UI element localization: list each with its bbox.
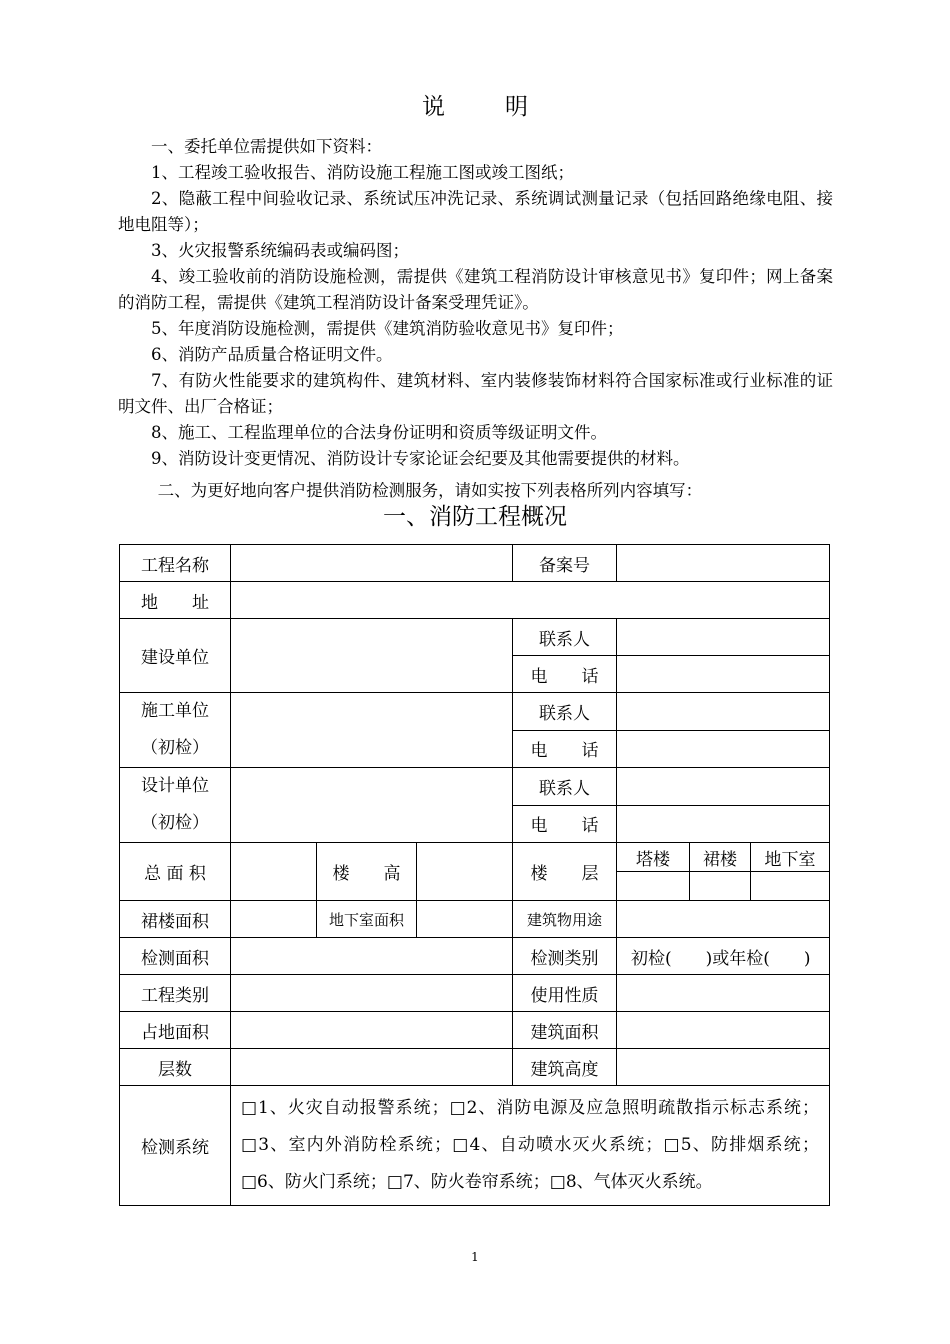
input-project-name[interactable] — [231, 545, 513, 582]
label-basement-area: 地下室面积 — [317, 901, 417, 938]
label-design-unit — [120, 768, 231, 843]
page-number: 1 — [471, 1250, 479, 1264]
label-podium-area: 裙楼面积 — [120, 901, 231, 938]
input-storeys[interactable] — [231, 1049, 513, 1086]
intro-line: 8、施工、工程监理单位的合法身份证明和资质等级证明文件。 — [151, 423, 607, 442]
input-construction-contact[interactable] — [617, 619, 830, 656]
label-basement: 地下室 — [751, 843, 830, 872]
label-building-height: 楼 高 — [317, 843, 417, 901]
label-builder-unit — [120, 693, 231, 768]
intro-line: 4、竣工验收前的消防设施检测，需提供《建筑工程消防设计审核意见书》复印件；网上备案的消防工程，需提供《建筑工程消防设计备案受理凭证》。 — [118, 267, 833, 312]
test-systems-checklist[interactable]: □1、火灾自动报警系统；□2、消防电源及应急照明疏散指示标志系统；□3、室内外消防栓系统；□4、自动喷水灭火系统；□5、防排烟系统；□6、防火门系统；□7、防火卷帘系统；□8、气体灭火系统。 — [231, 1086, 830, 1206]
label-podium: 裙楼 — [690, 843, 751, 872]
intro-line: 9、消防设计变更情况、消防设计专家论证会纪要及其他需要提供的材料。 — [151, 449, 690, 468]
label-floors: 楼 层 — [513, 843, 617, 901]
project-overview-table — [119, 544, 830, 1206]
input-test-area[interactable] — [231, 938, 513, 975]
input-building-area[interactable] — [617, 1012, 830, 1049]
label-test-area: 检测面积 — [120, 938, 231, 975]
section-title: 一、消防工程概况 — [383, 504, 567, 530]
input-building-use[interactable] — [617, 901, 830, 938]
label-record-no: 备案号 — [513, 545, 617, 582]
label-phone: 电 话 — [513, 656, 617, 693]
label-contact: 联系人 — [513, 768, 617, 806]
intro-line: 7、有防火性能要求的建筑构件、建筑材料、室内装修装饰材料符合国家标准或行业标准的证明文件、出厂合格证； — [118, 371, 833, 416]
label-use-nature: 使用性质 — [513, 975, 617, 1012]
input-podium-floors[interactable] — [690, 872, 751, 901]
intro-line: 6、消防产品质量合格证明文件。 — [151, 345, 393, 364]
intro-block — [118, 134, 833, 504]
label-building-height2: 建筑高度 — [513, 1049, 617, 1086]
input-building-height[interactable] — [417, 843, 513, 901]
input-podium-area[interactable] — [231, 901, 317, 938]
design-unit-text: 设计单位 — [141, 776, 209, 796]
label-tower: 塔楼 — [617, 843, 690, 872]
input-basement-floors[interactable] — [751, 872, 830, 901]
input-basement-area[interactable] — [417, 901, 513, 938]
label-building-area: 建筑面积 — [513, 1012, 617, 1049]
input-building-height2[interactable] — [617, 1049, 830, 1086]
input-design-phone[interactable] — [617, 805, 830, 843]
label-contact: 联系人 — [513, 693, 617, 731]
builder-unit-text: 施工单位 — [141, 701, 209, 721]
label-land-area: 占地面积 — [120, 1012, 231, 1049]
intro-line: 5、年度消防设施检测，需提供《建筑消防验收意见书》复印件； — [151, 319, 624, 338]
input-builder-contact[interactable] — [617, 693, 830, 731]
label-phone: 电 话 — [513, 805, 617, 843]
label-building-use: 建筑物用途 — [513, 901, 617, 938]
input-test-type[interactable]: 初检( )或年检( ) — [617, 938, 830, 975]
input-builder-unit[interactable] — [231, 693, 513, 768]
input-builder-phone[interactable] — [617, 730, 830, 768]
input-design-contact[interactable] — [617, 768, 830, 806]
input-construction-unit[interactable] — [231, 619, 513, 693]
intro-line: 1、工程竣工验收报告、消防设施工程施工图或竣工图纸； — [151, 163, 574, 182]
label-storeys: 层数 — [120, 1049, 231, 1086]
label-contact: 联系人 — [513, 619, 617, 656]
label-phone: 电 话 — [513, 730, 617, 768]
label-construction-unit: 建设单位 — [120, 619, 231, 693]
input-land-area[interactable] — [231, 1012, 513, 1049]
design-first-check: （初检） — [141, 813, 209, 833]
input-address[interactable] — [231, 582, 830, 619]
intro-line: 二、为更好地向客户提供消防检测服务，请如实按下列表格所列内容填写： — [157, 481, 703, 500]
input-project-category[interactable] — [231, 975, 513, 1012]
input-use-nature[interactable] — [617, 975, 830, 1012]
label-project-category: 工程类别 — [120, 975, 231, 1012]
intro-line: 一、委托单位需提供如下资料： — [151, 137, 382, 156]
label-test-type: 检测类别 — [513, 938, 617, 975]
label-address: 地 址 — [120, 582, 231, 619]
input-tower-floors[interactable] — [617, 872, 690, 901]
input-total-area[interactable] — [231, 843, 317, 901]
label-project-name: 工程名称 — [120, 545, 231, 582]
input-record-no[interactable] — [617, 545, 830, 582]
intro-line: 2、隐蔽工程中间验收记录、系统试压冲洗记录、系统调试测量记录（包括回路绝缘电阻、接地电阻等）； — [118, 189, 833, 234]
intro-line: 3、火灾报警系统编码表或编码图； — [151, 241, 409, 260]
label-total-area: 总 面 积 — [120, 843, 231, 901]
label-test-systems: 检测系统 — [120, 1086, 231, 1206]
input-design-unit[interactable] — [231, 768, 513, 843]
page-title: 说明 — [422, 94, 588, 120]
builder-first-check: （初检） — [141, 738, 209, 758]
input-construction-phone[interactable] — [617, 656, 830, 693]
